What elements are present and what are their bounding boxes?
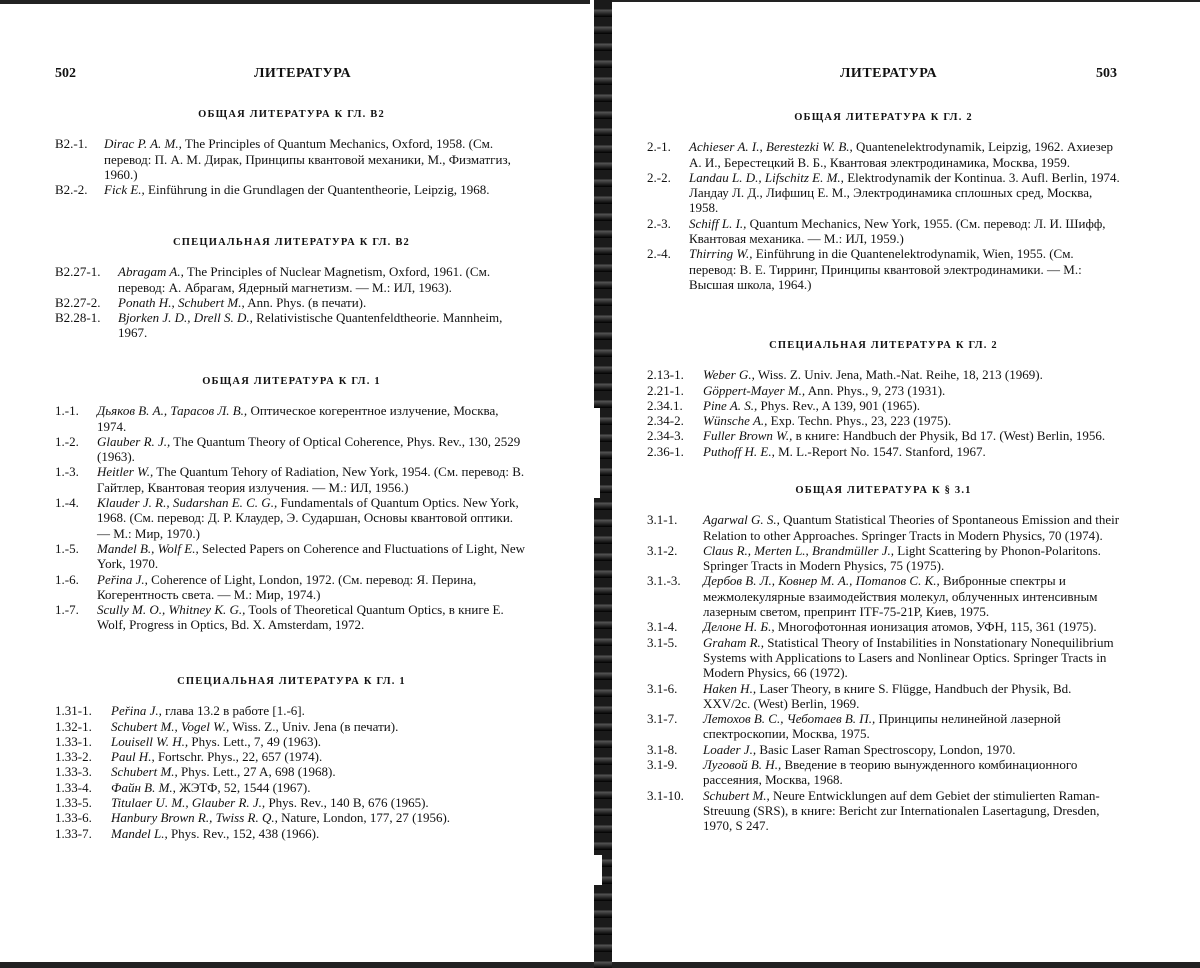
reference-entry bbox=[55, 780, 528, 795]
reference-number: 3.1-4. bbox=[647, 619, 678, 635]
section-special-b2 bbox=[55, 235, 528, 341]
reference-authors: Ponath H., Schubert M., bbox=[118, 294, 245, 310]
reference-text: Basic Laser Raman Spectroscopy, London, 1970. bbox=[756, 741, 1016, 757]
reference-authors: Дьяков В. А., Тарасов Л. В., bbox=[97, 403, 248, 419]
section-title: ОБЩАЯ ЛИТЕРАТУРА К ГЛ. 2 bbox=[794, 112, 973, 123]
reference-number: 1.-5. bbox=[55, 540, 79, 556]
reference-text: Вибронные спектры и межмолекулярные взаимодействия молекул, облученных интенсивным лазерным светом, препринт ITF-75-21P, Киев, 1975. bbox=[703, 573, 1098, 620]
reference-entry bbox=[55, 295, 528, 310]
reference-text: Quantum Mechanics, New York, 1955. (См. перевод: Л. И. Шифф, Квантовая механика. — М.: ИЛ, 1959.) bbox=[689, 215, 1106, 247]
reference-text: Ann. Phys. (в печати). bbox=[244, 294, 367, 310]
reference-authors: Pine A. S., bbox=[703, 397, 758, 413]
reference-entry bbox=[647, 711, 1120, 742]
reference-entry bbox=[647, 367, 1120, 382]
reference-number: 1.33-4. bbox=[55, 779, 92, 795]
reference-text: Phys. Rev., A 139, 901 (1965). bbox=[757, 397, 921, 413]
reference-text: Tools of Theoretical Quantum Optics, в книге E. Wolf, Progress in Optics, Bd. X. Amsterdam, 1972. bbox=[97, 602, 504, 633]
reference-list bbox=[55, 136, 528, 197]
reference-number: 3.1-10. bbox=[647, 787, 684, 803]
reference-text: глава 13.2 в работе [1.-6]. bbox=[161, 703, 305, 719]
reference-entry bbox=[55, 719, 528, 734]
reference-text: Quantenelektrodynamik, Leipzig, 1962. Ахиезер А. И., Берестецкий В. Б., Квантовая электродинамика, Москва, 1959. bbox=[689, 139, 1114, 170]
section-title: ОБЩАЯ ЛИТЕРАТУРА К ГЛ. 1 bbox=[202, 376, 381, 387]
reference-entry bbox=[55, 464, 528, 495]
reference-text: Ann. Phys., 9, 273 (1931). bbox=[805, 382, 946, 398]
reference-entry bbox=[55, 826, 528, 841]
reference-text: Einführung in die Quantenelektrodynamik, Wien, 1955. (См. перевод: В. Е. Тирринг, Принципы квантовой электродинамики. — М.: Высшая школа, 1964.) bbox=[689, 246, 1082, 292]
reference-text: Wiss. Z. Univ. Jena, Math.-Nat. Reihe, 18, 213 (1969). bbox=[754, 367, 1043, 383]
reference-authors: Landau L. D., Lifschitz E. M., bbox=[689, 169, 844, 185]
reference-entry bbox=[647, 398, 1120, 413]
reference-number: 3.1-6. bbox=[647, 680, 678, 696]
reference-text: Phys. Rev., 152, 438 (1966). bbox=[167, 825, 320, 841]
reference-authors: Agarwal G. S., bbox=[703, 512, 780, 528]
reference-text: Coherence of Light, London, 1972. (См. перевод: Я. Перина, Когерентность света. — М.: Мир, 1974.) bbox=[97, 571, 477, 602]
reference-text: The Principles of Nuclear Magnetism, Oxford, 1961. (См. перевод: А. Абрагам, Ядерный магнетизм. — М.: ИЛ, 1963). bbox=[118, 264, 491, 295]
reference-number: 2.-2. bbox=[647, 169, 671, 185]
reference-authors: Titulaer U. M., Glauber R. J., bbox=[111, 795, 266, 811]
reference-number: 3.1-8. bbox=[647, 741, 678, 757]
page-number: 503 bbox=[1096, 66, 1117, 81]
reference-text: Selected Papers on Coherence and Fluctuations of Light, New York, 1970. bbox=[97, 540, 526, 572]
reference-entry bbox=[647, 428, 1120, 443]
reference-number: 1.33-5. bbox=[55, 795, 92, 811]
running-head: ЛИТЕРАТУРА bbox=[254, 66, 352, 81]
reference-text: Многофотонная ионизация атомов, УФН, 115, 361 (1975). bbox=[774, 619, 1097, 635]
reference-number: 3.1-9. bbox=[647, 757, 678, 773]
reference-number: 2.-1. bbox=[647, 139, 671, 155]
section-special-ch1 bbox=[55, 674, 528, 841]
reference-authors: Dirac P. A. M., bbox=[104, 136, 182, 152]
reference-number: 1.-7. bbox=[55, 602, 79, 618]
reference-authors: Делоне Н. Б., bbox=[703, 619, 775, 635]
reference-authors: Mandel B., Wolf E., bbox=[97, 540, 199, 556]
reference-authors: Летохов В. С., Чеботаев В. П., bbox=[703, 711, 876, 727]
reference-list bbox=[647, 367, 1120, 459]
reference-authors: Peřina J., bbox=[97, 571, 148, 587]
section-general-ch1 bbox=[55, 374, 528, 633]
reference-number: 3.1.-3. bbox=[647, 573, 681, 589]
reference-text: The Quantum Tehory of Radiation, New York, 1954. (См. перевод: В. Гайтлер, Квантовая теория излучения. — М.: ИЛ, 1956.) bbox=[97, 464, 525, 495]
reference-entry bbox=[55, 764, 528, 779]
reference-authors: Paul H., bbox=[111, 749, 155, 765]
reference-entry bbox=[55, 749, 528, 764]
reference-entry bbox=[647, 444, 1120, 459]
reference-authors: Graham R., bbox=[703, 634, 765, 650]
reference-text: Введение в теорию вынужденного комбинационного рассеяния, Москва, 1968. bbox=[703, 757, 1078, 788]
reference-authors: Bjorken J. D., Drell S. D., bbox=[118, 310, 253, 326]
reference-authors: Wünsche A., bbox=[703, 413, 768, 429]
reference-text: M. L.-Report No. 1547. Stanford, 1967. bbox=[774, 443, 986, 459]
reference-number: 3.1-7. bbox=[647, 711, 678, 727]
reference-entry bbox=[55, 434, 528, 465]
reference-text: Wiss. Z., Univ. Jena (в печати). bbox=[229, 718, 399, 734]
reference-text: Laser Theory, в книге S. Flügge, Handbuch der Physik, Bd. XXV/2c. (West) Berlin, 1969. bbox=[703, 680, 1072, 711]
reference-authors: Scully M. O., Whitney K. G., bbox=[97, 602, 246, 618]
reference-number: 2.36-1. bbox=[647, 443, 684, 459]
reference-text: ЖЭТФ, 52, 1544 (1967). bbox=[175, 779, 311, 795]
reference-number: B2.28-1. bbox=[55, 310, 101, 326]
reference-text: Fortschr. Phys., 22, 657 (1974). bbox=[154, 749, 323, 765]
reference-entry bbox=[55, 703, 528, 718]
right-page bbox=[610, 0, 1200, 968]
reference-text: Light Scattering by Phonon-Polaritons. Springer Tracts in Modern Physics, 75 (1975). bbox=[703, 542, 1101, 574]
reference-entry bbox=[55, 264, 528, 295]
reference-text: Neure Entwicklungen auf dem Gebiet der stimulierten Raman-Streuung (SRS), в книге: Bericht zur Internationalen Lasertagung, Dresden, 1970, S 247. bbox=[703, 787, 1100, 834]
reference-number: 1.33-3. bbox=[55, 764, 92, 780]
reference-text: в книге: Handbuch der Physik, Bd 17. (West) Berlin, 1956. bbox=[792, 428, 1106, 444]
reference-text: Fundamentals of Quantum Optics. New York, 1968. (См. перевод: Д. Р. Клаудер, Э. Сударшан, Основы квантовой оптики. — М.: Мир, 1970.) bbox=[97, 495, 519, 541]
reference-entry bbox=[647, 742, 1120, 757]
reference-number: 2.-3. bbox=[647, 215, 671, 231]
page-number: 502 bbox=[55, 66, 76, 81]
reference-text: Relativistische Quantenfeldtheorie. Mannheim, 1967. bbox=[118, 310, 503, 341]
reference-entry bbox=[647, 246, 1120, 292]
reference-authors: Fick E., bbox=[104, 182, 145, 198]
reference-text: Phys. Rev., 140 B, 676 (1965). bbox=[265, 795, 429, 811]
reference-entry bbox=[647, 681, 1120, 712]
reference-list bbox=[55, 403, 528, 632]
reference-text: Statistical Theory of Instabilities in Nonstationary Nonequilibrium Systems with Applications to Lasers and Nonlinear Optics. Springer Tracts in Modern Physics, 66 (1972). bbox=[703, 634, 1114, 681]
reference-number: 1.33-1. bbox=[55, 733, 92, 749]
section-title: СПЕЦИАЛЬНАЯ ЛИТЕРАТУРА К ГЛ. В2 bbox=[173, 237, 410, 248]
reference-number: 2.34.1. bbox=[647, 397, 683, 413]
reference-authors: Hanbury Brown R., Twiss R. Q., bbox=[111, 810, 278, 826]
reference-authors: Thirring W., bbox=[689, 246, 753, 262]
left-page bbox=[0, 0, 598, 968]
reference-number: 1.33-7. bbox=[55, 825, 92, 841]
reference-text: Quantum Statistical Theories of Spontaneous Emission and their Relation to other Approaches. Springer Tracts in Modern Physics, 70 (1974). bbox=[703, 512, 1120, 543]
reference-authors: Peřina J., bbox=[111, 703, 162, 719]
reference-authors: Дербов В. Л., Ковнер М. А., Потапов С. К., bbox=[703, 573, 940, 589]
reference-authors: Claus R., Merten L., Brandmüller J., bbox=[703, 542, 895, 558]
reference-entry bbox=[55, 795, 528, 810]
reference-number: 1.-2. bbox=[55, 433, 79, 449]
reference-text: Phys. Lett., 27 A, 698 (1968). bbox=[177, 764, 336, 780]
reference-number: 3.1-2. bbox=[647, 542, 678, 558]
reference-entry bbox=[55, 182, 528, 197]
reference-text: Einführung in die Grundlagen der Quantentheorie, Leipzig, 1968. bbox=[144, 182, 490, 198]
reference-number: 3.1-1. bbox=[647, 512, 678, 528]
reference-entry bbox=[647, 413, 1120, 428]
reference-number: 2.34-2. bbox=[647, 413, 684, 429]
reference-number: 1.-3. bbox=[55, 464, 79, 480]
section-title: ОБЩАЯ ЛИТЕРАТУРА К § 3.1 bbox=[795, 485, 972, 496]
reference-entry bbox=[55, 572, 528, 603]
reference-text: The Principles of Quantum Mechanics, Oxford, 1958. (См. перевод: П. А. М. Дирак, Принципы квантовой механики, М., Физматгиз, 1960.) bbox=[104, 136, 511, 182]
reference-authors: Puthoff H. E., bbox=[703, 443, 775, 459]
reference-number: B2.27-2. bbox=[55, 294, 101, 310]
reference-authors: Göppert-Mayer M., bbox=[703, 382, 806, 398]
reference-entry bbox=[55, 310, 528, 341]
reference-entry bbox=[647, 543, 1120, 574]
reference-authors: Abragam A., bbox=[118, 264, 184, 280]
reference-number: 1.33-6. bbox=[55, 810, 92, 826]
running-head: ЛИТЕРАТУРА bbox=[840, 66, 938, 81]
reference-entry bbox=[647, 383, 1120, 398]
reference-authors: Louisell W. H., bbox=[111, 733, 189, 749]
reference-text: The Quantum Theory of Optical Coherence, Phys. Rev., 130, 2529 (1963). bbox=[97, 433, 521, 465]
reference-entry bbox=[647, 139, 1120, 170]
reference-authors: Loader J., bbox=[703, 741, 757, 757]
reference-authors: Weber G., bbox=[703, 367, 755, 383]
section-title: СПЕЦИАЛЬНАЯ ЛИТЕРАТУРА К ГЛ. 1 bbox=[177, 676, 406, 687]
reference-entry bbox=[55, 495, 528, 541]
reference-number: 1.31-1. bbox=[55, 703, 92, 719]
reference-text: Phys. Lett., 7, 49 (1963). bbox=[188, 733, 322, 749]
reference-list bbox=[647, 139, 1120, 292]
reference-list bbox=[55, 264, 528, 340]
section-general-3-1 bbox=[647, 483, 1120, 834]
section-general-ch2 bbox=[647, 110, 1120, 292]
section-special-ch2 bbox=[647, 338, 1120, 459]
reference-number: 2.21-1. bbox=[647, 382, 684, 398]
reference-entry bbox=[647, 512, 1120, 543]
section-title: ОБЩАЯ ЛИТЕРАТУРА К ГЛ. В2 bbox=[198, 109, 385, 120]
reference-list bbox=[647, 512, 1120, 833]
reference-number: B2.-1. bbox=[55, 136, 88, 152]
reference-entry bbox=[647, 170, 1120, 216]
reference-entry bbox=[55, 810, 528, 825]
reference-authors: Heitler W., bbox=[97, 464, 154, 480]
reference-list bbox=[55, 703, 528, 841]
reference-authors: Файн В. М., bbox=[111, 779, 176, 795]
reference-authors: Glauber R. J., bbox=[97, 433, 171, 449]
section-title: СПЕЦИАЛЬНАЯ ЛИТЕРАТУРА К ГЛ. 2 bbox=[769, 340, 998, 351]
reference-text: Nature, London, 177, 27 (1956). bbox=[277, 810, 451, 826]
reference-number: 2.-4. bbox=[647, 246, 671, 262]
reference-authors: Schubert M., Vogel W., bbox=[111, 718, 230, 734]
reference-text: Принципы нелинейной лазерной спектроскопии, Москва, 1975. bbox=[703, 711, 1061, 742]
reference-entry bbox=[647, 573, 1120, 619]
reference-authors: Achieser A. I., Berestezki W. B., bbox=[689, 139, 853, 155]
reference-number: 1.-4. bbox=[55, 495, 79, 511]
reference-authors: Schubert M., bbox=[703, 787, 770, 803]
reference-number: B2.-2. bbox=[55, 182, 88, 198]
reference-authors: Klauder J. R., Sudarshan E. C. G., bbox=[97, 495, 278, 511]
reference-number: 3.1-5. bbox=[647, 634, 678, 650]
reference-number: 1.-6. bbox=[55, 571, 79, 587]
reference-entry bbox=[647, 788, 1120, 834]
reference-entry bbox=[55, 403, 528, 434]
reference-number: 2.13-1. bbox=[647, 367, 684, 383]
reference-text: Exp. Techn. Phys., 23, 223 (1975). bbox=[767, 413, 952, 429]
reference-authors: Луговой В. Н., bbox=[703, 757, 782, 773]
reference-authors: Schiff L. I., bbox=[689, 215, 747, 231]
reference-entry bbox=[55, 541, 528, 572]
reference-number: 1.32-1. bbox=[55, 718, 92, 734]
reference-entry bbox=[647, 757, 1120, 788]
section-general-b2 bbox=[55, 107, 528, 197]
reference-number: 1.33-2. bbox=[55, 749, 92, 765]
reference-text: Оптическое когерентное излучение, Москва, 1974. bbox=[97, 403, 499, 434]
reference-entry bbox=[647, 216, 1120, 247]
reference-number: 1.-1. bbox=[55, 403, 79, 419]
reference-authors: Fuller Brown W., bbox=[703, 428, 793, 444]
reference-entry bbox=[55, 602, 528, 633]
reference-number: B2.27-1. bbox=[55, 264, 101, 280]
reference-entry bbox=[647, 635, 1120, 681]
reference-number: 2.34-3. bbox=[647, 428, 684, 444]
reference-authors: Haken H., bbox=[703, 680, 757, 696]
reference-authors: Mandel L., bbox=[111, 825, 168, 841]
reference-text: Elektrodynamik der Kontinua. 3. Aufl. Berlin, 1974. Ландау Л. Д., Лифшиц Е. М., Электродинамика сплошных сред, Москва, 1958. bbox=[689, 169, 1120, 216]
reference-entry bbox=[55, 136, 528, 182]
reference-entry bbox=[647, 619, 1120, 634]
reference-entry bbox=[55, 734, 528, 749]
reference-authors: Schubert M., bbox=[111, 764, 178, 780]
